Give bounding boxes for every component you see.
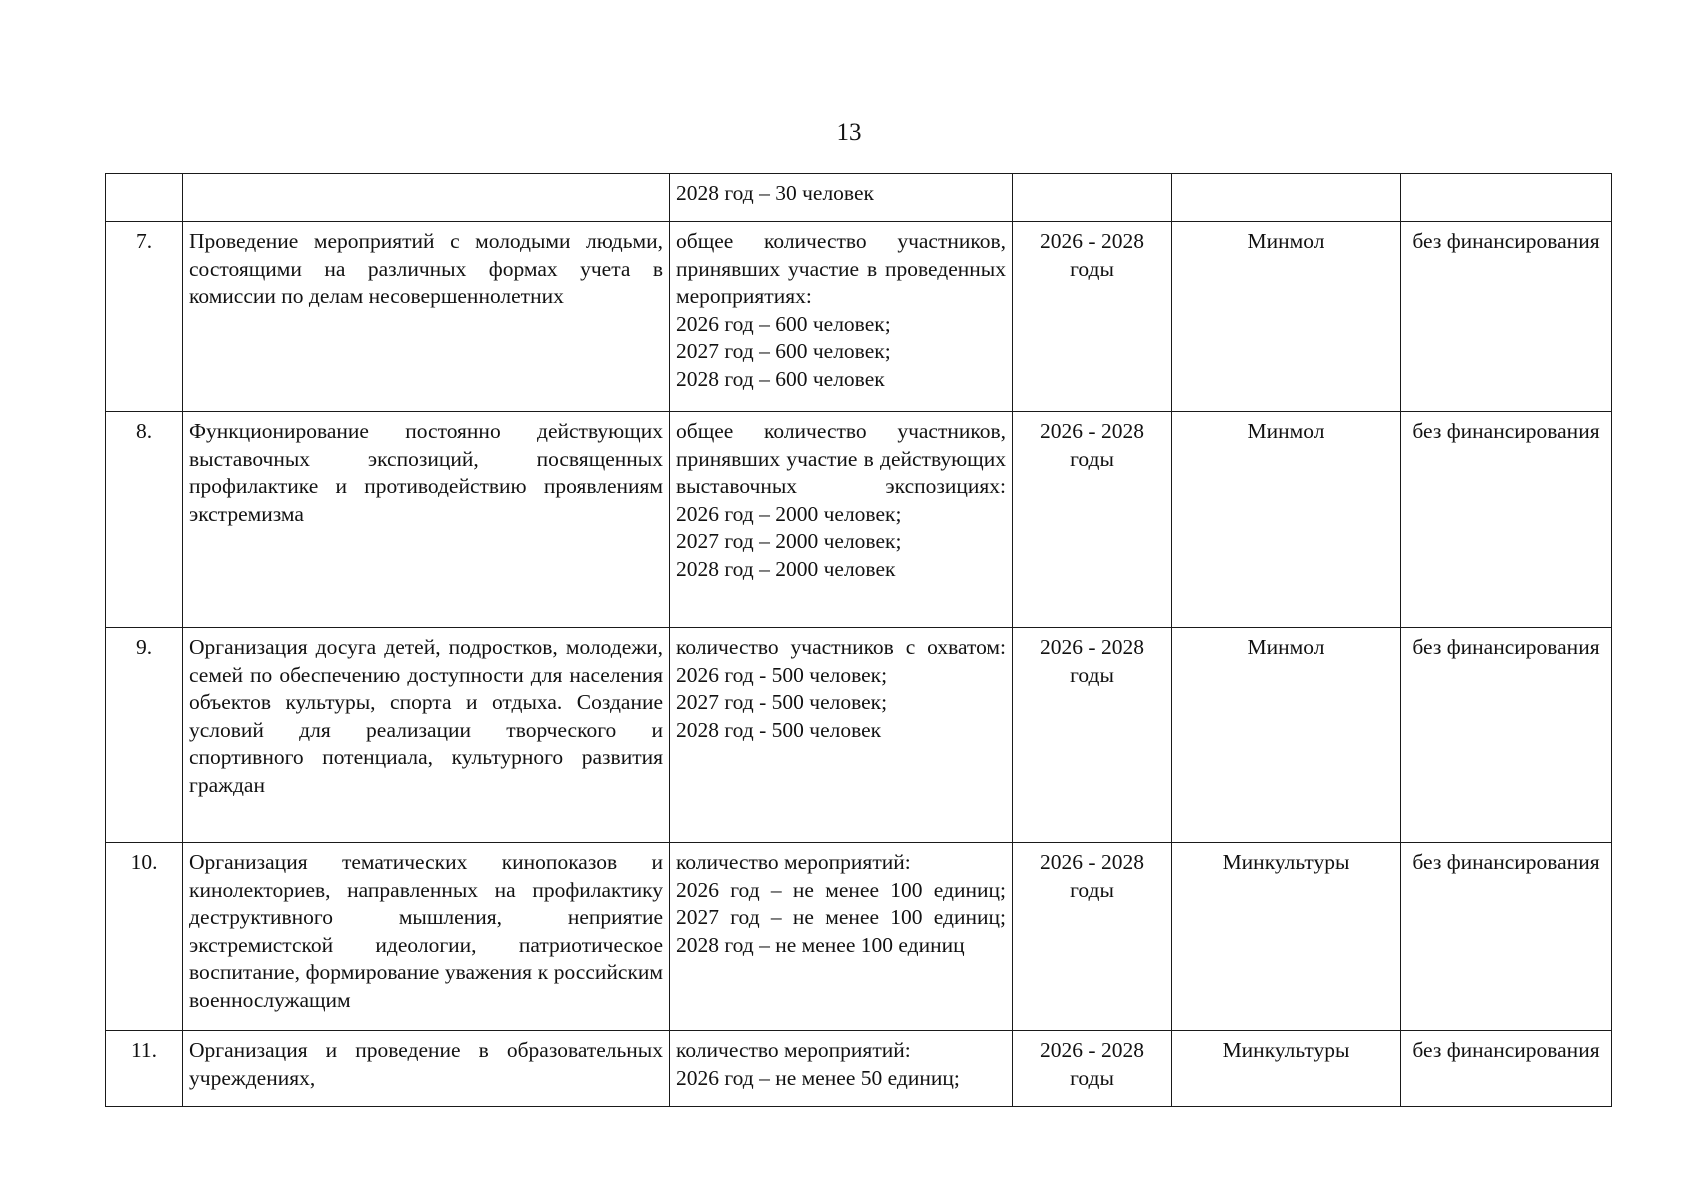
executor-cell <box>1172 174 1401 222</box>
funding-cell: без финансирования <box>1401 1031 1612 1107</box>
indicator-line: общее количество участников, принявших участие в проведенных мероприятиях: <box>676 229 1006 308</box>
row-number: 8. <box>106 412 183 628</box>
period-cell: 2026 - 2028 годы <box>1013 1031 1172 1107</box>
table-row <box>106 1031 1612 1107</box>
funding-cell: без финансирования <box>1401 222 1612 412</box>
row-number <box>106 174 183 222</box>
indicator-line: 2026 год – 600 человек; <box>676 311 891 336</box>
executor-cell: Минкультуры <box>1172 843 1401 1031</box>
indicator-line: 2026 год – не менее 100 единиц; <box>676 877 1006 902</box>
table-row <box>106 222 1612 412</box>
page-number: 13 <box>836 119 862 146</box>
row-number: 9. <box>106 628 183 843</box>
indicator-line: 2027 год – 600 человек; <box>676 339 891 363</box>
table-row <box>106 628 1612 843</box>
measure-description: Организация тематических кинопоказов и кинолекториев, направленных на профилактику деструктивного мышления, неприятие экстремистской идеологии, патриотическое воспитание, формирование уважения к российским военнослужащим <box>183 843 670 1031</box>
indicator-cell <box>670 1031 1013 1107</box>
indicator-line: 2027 год - 500 человек; <box>676 690 888 714</box>
row-number: 11. <box>106 1031 183 1107</box>
indicator-cell <box>670 174 1013 222</box>
measures-table <box>105 173 1612 1107</box>
indicator-line: 2026 год - 500 человек; <box>676 662 888 687</box>
indicator-line: 2028 год – 2000 человек <box>676 556 896 581</box>
period-cell: 2026 - 2028 годы <box>1013 222 1172 412</box>
table-row <box>106 843 1612 1031</box>
row-number: 10. <box>106 843 183 1031</box>
measure-description: Проведение мероприятий с молодыми людьми, состоящими на различных формах учета в комиссии по делам несовершеннолетних <box>183 222 670 412</box>
indicator-cell <box>670 412 1013 628</box>
indicator-line: 2026 год – 2000 человек; <box>676 501 902 526</box>
period-cell <box>1013 174 1172 222</box>
period-cell: 2026 - 2028 годы <box>1013 412 1172 628</box>
funding-cell <box>1401 174 1612 222</box>
measure-description <box>183 174 670 222</box>
indicator-line: 2027 год – 2000 человек; <box>676 529 902 553</box>
indicator-line: 2028 год – 30 человек <box>676 181 874 205</box>
measure-description: Организация и проведение в образовательных учреждениях, <box>183 1031 670 1107</box>
table-row <box>106 412 1612 628</box>
indicator-cell <box>670 222 1013 412</box>
indicator-line: 2026 год – не менее 50 единиц; <box>676 1065 960 1090</box>
period-cell: 2026 - 2028 годы <box>1013 843 1172 1031</box>
measure-description: Организация досуга детей, подростков, молодежи, семей по обеспечению доступности для населения объектов культуры, спорта и отдыха. Создание условий для реализации творческого и спортивного потенциала, культурного развития граждан <box>183 628 670 843</box>
indicator-line: количество участников с охватом: <box>676 635 1006 659</box>
indicator-line: 2027 год – не менее 100 единиц; <box>676 905 1006 929</box>
table-row <box>106 174 1612 222</box>
executor-cell: Минмол <box>1172 412 1401 628</box>
funding-cell: без финансирования <box>1401 628 1612 843</box>
indicator-cell <box>670 843 1013 1031</box>
executor-cell: Минкультуры <box>1172 1031 1401 1107</box>
indicator-line: общее количество участников, принявших участие в действующих выставочных экспозициях: <box>676 419 1006 498</box>
executor-cell: Минмол <box>1172 222 1401 412</box>
indicator-line: 2028 год – 600 человек <box>676 366 885 391</box>
indicator-line: количество мероприятий: <box>676 850 911 874</box>
executor-cell: Минмол <box>1172 628 1401 843</box>
measure-description: Функционирование постоянно действующих выставочных экспозиций, посвященных профилактике и противодействию проявлениям экстремизма <box>183 412 670 628</box>
indicator-line: 2028 год – не менее 100 единиц <box>676 932 965 957</box>
indicator-line: количество мероприятий: <box>676 1038 911 1062</box>
indicator-line: 2028 год - 500 человек <box>676 717 882 742</box>
indicator-cell <box>670 628 1013 843</box>
period-cell: 2026 - 2028 годы <box>1013 628 1172 843</box>
row-number: 7. <box>106 222 183 412</box>
funding-cell: без финансирования <box>1401 843 1612 1031</box>
funding-cell: без финансирования <box>1401 412 1612 628</box>
